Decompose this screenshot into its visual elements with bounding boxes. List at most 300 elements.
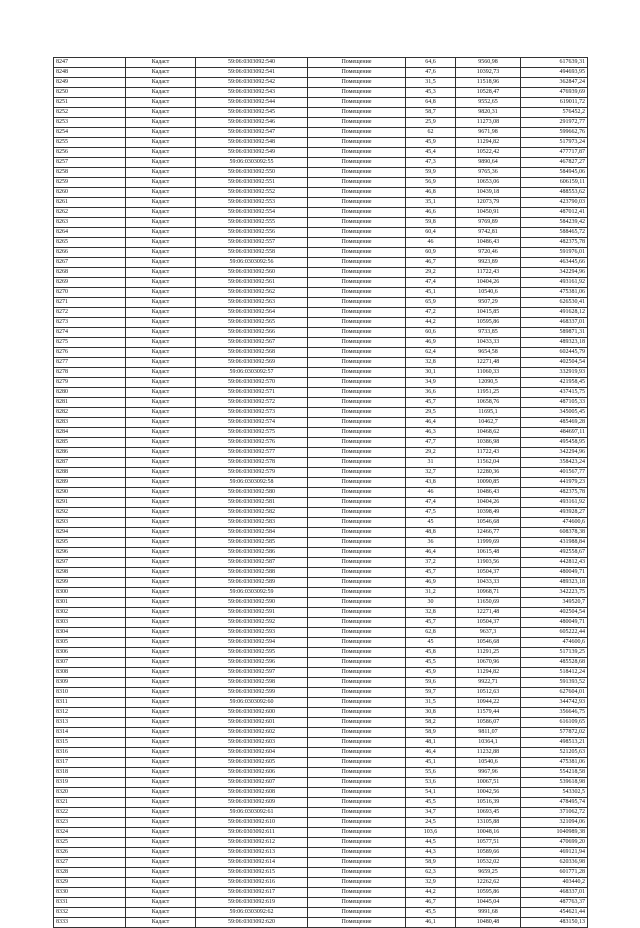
- area-cell: 45,5: [406, 658, 456, 668]
- cadastral-number-cell: 59:06:0303092:567: [196, 338, 308, 348]
- area-cell: 46: [406, 238, 456, 248]
- unit-price-cell: 10404,26: [456, 498, 521, 508]
- cadastral-number-cell: 59:06:0303092:543: [196, 88, 308, 98]
- cadastral-number-cell: 59:06:0303092:586: [196, 548, 308, 558]
- area-cell: 45,9: [406, 138, 456, 148]
- area-cell: 35,1: [406, 198, 456, 208]
- record-type-cell: Кадаст: [126, 598, 196, 608]
- area-cell: 58,7: [406, 108, 456, 118]
- cadastral-value-cell: 487763,37: [521, 898, 588, 908]
- cadastral-value-cell: 291972,77: [521, 118, 588, 128]
- row-number-cell: 8250: [54, 88, 126, 98]
- row-number-cell: 8257: [54, 158, 126, 168]
- object-kind-cell: Помещение: [308, 748, 406, 758]
- record-type-cell: Кадаст: [126, 858, 196, 868]
- record-type-cell: Кадаст: [126, 498, 196, 508]
- row-number-cell: 8291: [54, 498, 126, 508]
- object-kind-cell: Помещение: [308, 378, 406, 388]
- area-cell: 45: [406, 518, 456, 528]
- area-cell: 46,9: [406, 338, 456, 348]
- table-row: [54, 568, 588, 578]
- row-number-cell: 8332: [54, 908, 126, 918]
- table-row: [54, 668, 588, 678]
- object-kind-cell: Помещение: [308, 898, 406, 908]
- object-kind-cell: Помещение: [308, 428, 406, 438]
- unit-price-cell: 9560,98: [456, 58, 521, 68]
- cadastral-number-cell: 59:06:0303092:605: [196, 758, 308, 768]
- row-number-cell: 8255: [54, 138, 126, 148]
- row-number-cell: 8327: [54, 858, 126, 868]
- table-row: [54, 808, 588, 818]
- cadastral-number-cell: 59:06:0303092:564: [196, 308, 308, 318]
- unit-price-cell: 10462,7: [456, 418, 521, 428]
- table-row: [54, 378, 588, 388]
- table-row: [54, 588, 588, 598]
- cadastral-number-cell: 59:06:0303092:603: [196, 738, 308, 748]
- table-row: [54, 518, 588, 528]
- table-row: [54, 468, 588, 478]
- unit-price-cell: 10468,62: [456, 428, 521, 438]
- area-cell: 62,4: [406, 348, 456, 358]
- table-row: [54, 508, 588, 518]
- record-type-cell: Кадаст: [126, 188, 196, 198]
- record-type-cell: Кадаст: [126, 418, 196, 428]
- cadastral-number-cell: 59:06:0303092:555: [196, 218, 308, 228]
- unit-price-cell: 10048,16: [456, 828, 521, 838]
- area-cell: 32,7: [406, 468, 456, 478]
- record-type-cell: Кадаст: [126, 478, 196, 488]
- cadastral-number-cell: 59:06:0303092:571: [196, 388, 308, 398]
- table-row: [54, 388, 588, 398]
- cadastral-number-cell: 59:06:0303092:542: [196, 78, 308, 88]
- row-number-cell: 8324: [54, 828, 126, 838]
- table-row: [54, 108, 588, 118]
- table-row: [54, 88, 588, 98]
- cadastral-value-cell: 467827,27: [521, 158, 588, 168]
- unit-price-cell: 10067,51: [456, 778, 521, 788]
- row-number-cell: 8319: [54, 778, 126, 788]
- object-kind-cell: Помещение: [308, 708, 406, 718]
- row-number-cell: 8287: [54, 458, 126, 468]
- row-number-cell: 8251: [54, 98, 126, 108]
- record-type-cell: Кадаст: [126, 138, 196, 148]
- row-number-cell: 8301: [54, 598, 126, 608]
- cadastral-number-cell: 59:06:0303092:540: [196, 58, 308, 68]
- table-row: [54, 308, 588, 318]
- area-cell: 29,2: [406, 268, 456, 278]
- record-type-cell: Кадаст: [126, 548, 196, 558]
- unit-price-cell: 11294,82: [456, 668, 521, 678]
- record-type-cell: Кадаст: [126, 358, 196, 368]
- unit-price-cell: 10433,33: [456, 338, 521, 348]
- object-kind-cell: Помещение: [308, 68, 406, 78]
- table-row: [54, 598, 588, 608]
- record-type-cell: Кадаст: [126, 218, 196, 228]
- object-kind-cell: Помещение: [308, 108, 406, 118]
- object-kind-cell: Помещение: [308, 608, 406, 618]
- cadastral-value-cell: 608378,38: [521, 528, 588, 538]
- cadastral-value-cell: 498513,21: [521, 738, 588, 748]
- table-row: [54, 868, 588, 878]
- cadastral-value-cell: 488553,62: [521, 188, 588, 198]
- area-cell: 47,7: [406, 438, 456, 448]
- unit-price-cell: 10486,43: [456, 488, 521, 498]
- row-number-cell: 8274: [54, 328, 126, 338]
- unit-price-cell: 9637,3: [456, 628, 521, 638]
- cadastral-number-cell: 59:06:0303092:565: [196, 318, 308, 328]
- table-row: [54, 618, 588, 628]
- object-kind-cell: Помещение: [308, 788, 406, 798]
- record-type-cell: Кадаст: [126, 558, 196, 568]
- record-type-cell: Кадаст: [126, 378, 196, 388]
- record-type-cell: Кадаст: [126, 258, 196, 268]
- unit-price-cell: 10658,76: [456, 398, 521, 408]
- unit-price-cell: 10433,33: [456, 578, 521, 588]
- cadastral-number-cell: 59:06:0303092:615: [196, 868, 308, 878]
- unit-price-cell: 10532,02: [456, 858, 521, 868]
- area-cell: 45,8: [406, 648, 456, 658]
- object-kind-cell: Помещение: [308, 918, 406, 928]
- object-kind-cell: Помещение: [308, 398, 406, 408]
- row-number-cell: 8265: [54, 238, 126, 248]
- cadastral-number-cell: 59:06:0303092:557: [196, 238, 308, 248]
- cadastral-number-cell: 59:06:0303092:602: [196, 728, 308, 738]
- cadastral-number-cell: 59:06:0303092:582: [196, 508, 308, 518]
- cadastral-number-cell: 59:06:0303092:596: [196, 658, 308, 668]
- table-row: [54, 428, 588, 438]
- area-cell: 45,5: [406, 908, 456, 918]
- cadastral-number-cell: 59:06:0303092:614: [196, 858, 308, 868]
- table-row: [54, 358, 588, 368]
- object-kind-cell: Помещение: [308, 288, 406, 298]
- area-cell: 45,4: [406, 148, 456, 158]
- unit-price-cell: 10364,1: [456, 738, 521, 748]
- record-type-cell: Кадаст: [126, 658, 196, 668]
- unit-price-cell: 11951,25: [456, 388, 521, 398]
- object-kind-cell: Помещение: [308, 698, 406, 708]
- table-row: [54, 348, 588, 358]
- cadastral-number-cell: 59:06:0303092:607: [196, 778, 308, 788]
- cadastral-value-cell: 345005,45: [521, 408, 588, 418]
- unit-price-cell: 11294,82: [456, 138, 521, 148]
- unit-price-cell: 9720,46: [456, 248, 521, 258]
- cadastral-number-cell: 59:06:0303092:601: [196, 718, 308, 728]
- cadastral-number-cell: 59:06:0303092:546: [196, 118, 308, 128]
- row-number-cell: 8318: [54, 768, 126, 778]
- cadastral-number-cell: 59:06:0303092:544: [196, 98, 308, 108]
- object-kind-cell: Помещение: [308, 418, 406, 428]
- cadastral-value-cell: 539618,98: [521, 778, 588, 788]
- row-number-cell: 8294: [54, 528, 126, 538]
- cadastral-value-cell: 602445,79: [521, 348, 588, 358]
- cadastral-number-cell: 59:06:0303092:548: [196, 138, 308, 148]
- cadastral-number-cell: 59:06:0303092:611: [196, 828, 308, 838]
- record-type-cell: Кадаст: [126, 508, 196, 518]
- cadastral-value-cell: 468337,01: [521, 888, 588, 898]
- cadastral-value-cell: 454621,44: [521, 908, 588, 918]
- row-number-cell: 8328: [54, 868, 126, 878]
- table-row: [54, 538, 588, 548]
- row-number-cell: 8275: [54, 338, 126, 348]
- cadastral-value-cell: 584945,06: [521, 168, 588, 178]
- cadastral-value-cell: 489323,18: [521, 578, 588, 588]
- row-number-cell: 8256: [54, 148, 126, 158]
- cadastral-value-cell: 487012,41: [521, 208, 588, 218]
- table-row: [54, 818, 588, 828]
- cadastral-value-cell: 321094,06: [521, 818, 588, 828]
- unit-price-cell: 10595,86: [456, 888, 521, 898]
- row-number-cell: 8321: [54, 798, 126, 808]
- cadastral-number-cell: 59:06:0303092:60: [196, 698, 308, 708]
- unit-price-cell: 11060,33: [456, 368, 521, 378]
- row-number-cell: 8322: [54, 808, 126, 818]
- table-row: [54, 738, 588, 748]
- cadastral-value-cell: 599662,76: [521, 128, 588, 138]
- cadastral-number-cell: 59:06:0303092:613: [196, 848, 308, 858]
- unit-price-cell: 11903,56: [456, 558, 521, 568]
- object-kind-cell: Помещение: [308, 148, 406, 158]
- row-number-cell: 8314: [54, 728, 126, 738]
- table-row: [54, 128, 588, 138]
- object-kind-cell: Помещение: [308, 348, 406, 358]
- unit-price-cell: 9923,89: [456, 258, 521, 268]
- table-row: [54, 338, 588, 348]
- cadastral-value-cell: 489323,18: [521, 338, 588, 348]
- record-type-cell: Кадаст: [126, 828, 196, 838]
- record-type-cell: Кадаст: [126, 788, 196, 798]
- area-cell: 29,2: [406, 448, 456, 458]
- unit-price-cell: 10090,85: [456, 478, 521, 488]
- record-type-cell: Кадаст: [126, 778, 196, 788]
- unit-price-cell: 9890,64: [456, 158, 521, 168]
- unit-price-cell: 12262,62: [456, 878, 521, 888]
- object-kind-cell: Помещение: [308, 208, 406, 218]
- unit-price-cell: 10480,48: [456, 918, 521, 928]
- unit-price-cell: 9654,58: [456, 348, 521, 358]
- record-type-cell: Кадаст: [126, 368, 196, 378]
- area-cell: 46,8: [406, 188, 456, 198]
- area-cell: 46,1: [406, 918, 456, 928]
- object-kind-cell: Помещение: [308, 648, 406, 658]
- object-kind-cell: Помещение: [308, 808, 406, 818]
- table-row: [54, 178, 588, 188]
- cadastral-value-cell: 356646,75: [521, 708, 588, 718]
- unit-price-cell: 10392,73: [456, 68, 521, 78]
- row-number-cell: 8303: [54, 618, 126, 628]
- record-type-cell: Кадаст: [126, 328, 196, 338]
- unit-price-cell: 10415,85: [456, 308, 521, 318]
- table-row: [54, 748, 588, 758]
- unit-price-cell: 10398,49: [456, 508, 521, 518]
- unit-price-cell: 10439,18: [456, 188, 521, 198]
- cadastral-value-cell: 421958,45: [521, 378, 588, 388]
- area-cell: 56,9: [406, 178, 456, 188]
- unit-price-cell: 10589,66: [456, 848, 521, 858]
- cadastral-value-cell: 619011,72: [521, 98, 588, 108]
- unit-price-cell: 9552,65: [456, 98, 521, 108]
- record-type-cell: Кадаст: [126, 738, 196, 748]
- cadastral-number-cell: 59:06:0303092:604: [196, 748, 308, 758]
- area-cell: 53,6: [406, 778, 456, 788]
- cadastral-number-cell: 59:06:0303092:609: [196, 798, 308, 808]
- table-row: [54, 158, 588, 168]
- object-kind-cell: Помещение: [308, 888, 406, 898]
- cadastral-number-cell: 59:06:0303092:606: [196, 768, 308, 778]
- table-row: [54, 248, 588, 258]
- area-cell: 64,6: [406, 58, 456, 68]
- cadastral-table: [53, 57, 587, 928]
- cadastral-number-cell: 59:06:0303092:572: [196, 398, 308, 408]
- record-type-cell: Кадаст: [126, 98, 196, 108]
- row-number-cell: 8247: [54, 58, 126, 68]
- cadastral-value-cell: 349520,7: [521, 598, 588, 608]
- object-kind-cell: Помещение: [308, 368, 406, 378]
- cadastral-number-cell: 59:06:0303092:575: [196, 428, 308, 438]
- unit-price-cell: 10486,43: [456, 238, 521, 248]
- row-number-cell: 8313: [54, 718, 126, 728]
- cadastral-value-cell: 475381,06: [521, 758, 588, 768]
- object-kind-cell: Помещение: [308, 588, 406, 598]
- area-cell: 47,6: [406, 68, 456, 78]
- record-type-cell: Кадаст: [126, 798, 196, 808]
- area-cell: 31,5: [406, 698, 456, 708]
- unit-price-cell: 10404,26: [456, 278, 521, 288]
- table-row: [54, 398, 588, 408]
- table-row: [54, 708, 588, 718]
- area-cell: 32,8: [406, 608, 456, 618]
- record-type-cell: Кадаст: [126, 438, 196, 448]
- area-cell: 45,1: [406, 288, 456, 298]
- table-row: [54, 688, 588, 698]
- cadastral-value-cell: 484697,11: [521, 428, 588, 438]
- table-row: [54, 838, 588, 848]
- area-cell: 30,1: [406, 368, 456, 378]
- object-kind-cell: Помещение: [308, 878, 406, 888]
- cadastral-value-cell: 402504,54: [521, 358, 588, 368]
- table-row: [54, 658, 588, 668]
- cadastral-number-cell: 59:06:0303092:549: [196, 148, 308, 158]
- area-cell: 44,5: [406, 838, 456, 848]
- record-type-cell: Кадаст: [126, 618, 196, 628]
- unit-price-cell: 9742,81: [456, 228, 521, 238]
- unit-price-cell: 10522,42: [456, 148, 521, 158]
- area-cell: 64,8: [406, 98, 456, 108]
- cadastral-value-cell: 495458,95: [521, 438, 588, 448]
- table-row: [54, 608, 588, 618]
- area-cell: 36: [406, 538, 456, 548]
- cadastral-value-cell: 493161,92: [521, 278, 588, 288]
- cadastral-value-cell: 606159,11: [521, 178, 588, 188]
- row-number-cell: 8258: [54, 168, 126, 178]
- row-number-cell: 8297: [54, 558, 126, 568]
- cadastral-number-cell: 59:06:0303092:580: [196, 488, 308, 498]
- cadastral-value-cell: 518412,24: [521, 668, 588, 678]
- cadastral-number-cell: 59:06:0303092:600: [196, 708, 308, 718]
- row-number-cell: 8277: [54, 358, 126, 368]
- table-row: [54, 498, 588, 508]
- cadastral-value-cell: 437415,75: [521, 388, 588, 398]
- row-number-cell: 8248: [54, 68, 126, 78]
- area-cell: 58,9: [406, 858, 456, 868]
- record-type-cell: Кадаст: [126, 178, 196, 188]
- record-type-cell: Кадаст: [126, 168, 196, 178]
- table-row: [54, 148, 588, 158]
- row-number-cell: 8288: [54, 468, 126, 478]
- object-kind-cell: Помещение: [308, 78, 406, 88]
- area-cell: 24,5: [406, 818, 456, 828]
- area-cell: 45,3: [406, 88, 456, 98]
- unit-price-cell: 13105,88: [456, 818, 521, 828]
- area-cell: 46,4: [406, 548, 456, 558]
- object-kind-cell: Помещение: [308, 268, 406, 278]
- unit-price-cell: 9659,25: [456, 868, 521, 878]
- area-cell: 48,8: [406, 528, 456, 538]
- row-number-cell: 8272: [54, 308, 126, 318]
- area-cell: 45,1: [406, 758, 456, 768]
- row-number-cell: 8280: [54, 388, 126, 398]
- row-number-cell: 8305: [54, 638, 126, 648]
- object-kind-cell: Помещение: [308, 798, 406, 808]
- table-row: [54, 228, 588, 238]
- cadastral-number-cell: 59:06:0303092:569: [196, 358, 308, 368]
- record-type-cell: Кадаст: [126, 608, 196, 618]
- row-number-cell: 8260: [54, 188, 126, 198]
- table-row: [54, 258, 588, 268]
- cadastral-number-cell: 59:06:0303092:545: [196, 108, 308, 118]
- record-type-cell: Кадаст: [126, 758, 196, 768]
- cadastral-value-cell: 478495,74: [521, 798, 588, 808]
- object-kind-cell: Помещение: [308, 328, 406, 338]
- record-type-cell: Кадаст: [126, 748, 196, 758]
- area-cell: 44,3: [406, 848, 456, 858]
- row-number-cell: 8329: [54, 878, 126, 888]
- object-kind-cell: Помещение: [308, 868, 406, 878]
- row-number-cell: 8253: [54, 118, 126, 128]
- row-number-cell: 8310: [54, 688, 126, 698]
- object-kind-cell: Помещение: [308, 158, 406, 168]
- unit-price-cell: 11650,69: [456, 598, 521, 608]
- table-row: [54, 268, 588, 278]
- record-type-cell: Кадаст: [126, 448, 196, 458]
- unit-price-cell: 9922,71: [456, 678, 521, 688]
- cadastral-number-cell: 59:06:0303092:561: [196, 278, 308, 288]
- object-kind-cell: Помещение: [308, 498, 406, 508]
- cadastral-number-cell: 59:06:0303092:581: [196, 498, 308, 508]
- unit-price-cell: 11273,08: [456, 118, 521, 128]
- record-type-cell: Кадаст: [126, 908, 196, 918]
- record-type-cell: Кадаст: [126, 768, 196, 778]
- unit-price-cell: 10586,07: [456, 718, 521, 728]
- object-kind-cell: Помещение: [308, 778, 406, 788]
- cadastral-number-cell: 59:06:0303092:585: [196, 538, 308, 548]
- row-number-cell: 8296: [54, 548, 126, 558]
- table-row: [54, 78, 588, 88]
- cadastral-number-cell: 59:06:0303092:587: [196, 558, 308, 568]
- record-type-cell: Кадаст: [126, 708, 196, 718]
- cadastral-number-cell: 59:06:0303092:563: [196, 298, 308, 308]
- table-row: [54, 768, 588, 778]
- cadastral-number-cell: 59:06:0303092:594: [196, 638, 308, 648]
- table-row: [54, 458, 588, 468]
- area-cell: 47,3: [406, 158, 456, 168]
- row-number-cell: 8261: [54, 198, 126, 208]
- unit-price-cell: 10504,37: [456, 618, 521, 628]
- row-number-cell: 8286: [54, 448, 126, 458]
- record-type-cell: Кадаст: [126, 148, 196, 158]
- object-kind-cell: Помещение: [308, 638, 406, 648]
- area-cell: 60,9: [406, 248, 456, 258]
- object-kind-cell: Помещение: [308, 688, 406, 698]
